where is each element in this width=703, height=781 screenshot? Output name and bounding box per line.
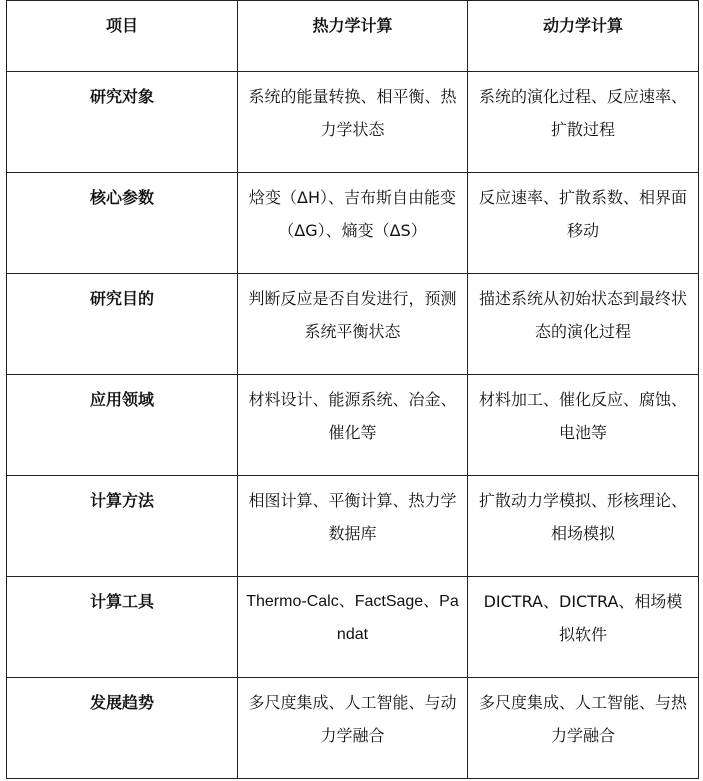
table-row bbox=[7, 678, 699, 779]
kinetic-cell: 系统的演化过程、反应速率、扩散过程 bbox=[468, 72, 699, 173]
thermo-cell: 相图计算、平衡计算、热力学数据库 bbox=[238, 476, 468, 577]
kinetic-cell: 反应速率、扩散系数、相界面移动 bbox=[468, 173, 699, 274]
thermo-cell: 材料设计、能源系统、冶金、催化等 bbox=[238, 375, 468, 476]
kinetic-cell: 扩散动力学模拟、形核理论、相场模拟 bbox=[468, 476, 699, 577]
row-item-label: 计算工具 bbox=[7, 577, 238, 678]
table-row bbox=[7, 173, 699, 274]
kinetic-cell: 材料加工、催化反应、腐蚀、电池等 bbox=[468, 375, 699, 476]
header-item: 项目 bbox=[7, 1, 238, 72]
table-row bbox=[7, 274, 699, 375]
table-header-row bbox=[7, 1, 699, 72]
table-row bbox=[7, 577, 699, 678]
row-item-label: 计算方法 bbox=[7, 476, 238, 577]
header-thermodynamics: 热力学计算 bbox=[238, 1, 468, 72]
kinetic-cell: 描述系统从初始状态到最终状态的演化过程 bbox=[468, 274, 699, 375]
thermo-cell: 判断反应是否自发进行，预测系统平衡状态 bbox=[238, 274, 468, 375]
thermo-cell: 多尺度集成、人工智能、与动力学融合 bbox=[238, 678, 468, 779]
row-item-label: 应用领域 bbox=[7, 375, 238, 476]
kinetic-cell: 多尺度集成、人工智能、与热力学融合 bbox=[468, 678, 699, 779]
comparison-table bbox=[6, 0, 699, 779]
row-item-label: 研究对象 bbox=[7, 72, 238, 173]
thermo-cell: Thermo-Calc、FactSage、Pandat bbox=[238, 577, 468, 678]
row-item-label: 发展趋势 bbox=[7, 678, 238, 779]
thermo-cell: 系统的能量转换、相平衡、热力学状态 bbox=[238, 72, 468, 173]
table-row bbox=[7, 375, 699, 476]
kinetic-cell: DICTRA、DICTRA、相场模拟软件 bbox=[468, 577, 699, 678]
thermo-cell: 焓变（ΔH）、吉布斯自由能变（ΔG）、熵变（ΔS） bbox=[238, 173, 468, 274]
table-row bbox=[7, 476, 699, 577]
row-item-label: 核心参数 bbox=[7, 173, 238, 274]
header-kinetics: 动力学计算 bbox=[468, 1, 699, 72]
table-row bbox=[7, 72, 699, 173]
row-item-label: 研究目的 bbox=[7, 274, 238, 375]
